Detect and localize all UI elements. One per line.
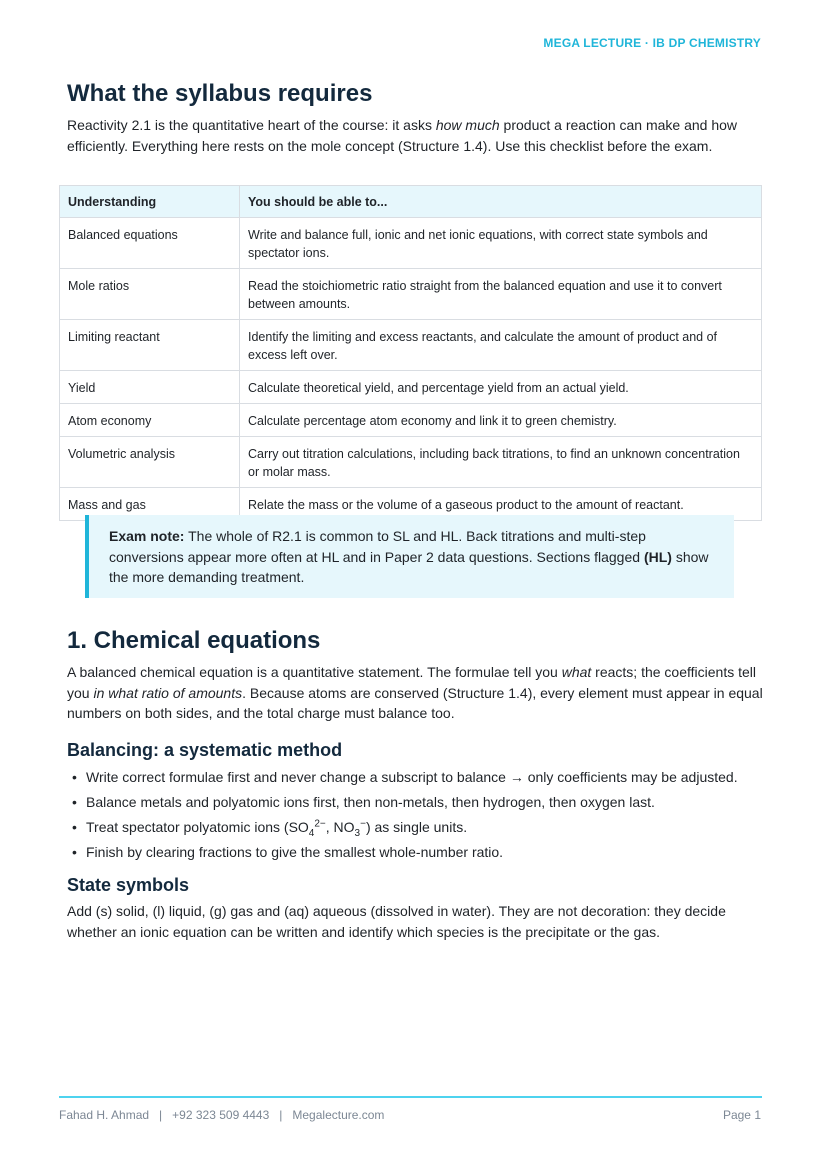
table-cell-understanding: Mole ratios [60,269,240,320]
state-symbols-text: Add (s) solid, (l) liquid, (g) gas and (aq) aqueous (dissolved in water). They are not decoration: they decide whether an ionic equation can be written and identify which species is the precipitate or the gas. [67,903,726,940]
table-header-row [60,186,762,218]
table-row [60,269,762,320]
syllabus-table [59,185,762,521]
table-cell-understanding: Yield [60,371,240,404]
exam-note-text: The whole of R2.1 is common to SL and HL. Back titrations and multi-step conversions appear more often at HL and in Paper 2 data questions. Sections flagged [109,528,646,565]
footer-contact: Fahad H. Ahmad | +92 323 509 4443 | Megalecture.com [59,1108,385,1122]
list-item: • Balance metals and polyatomic ions first, then non-metals, then hydrogen, then oxygen last. [67,792,763,813]
table-cell-skill: Write and balance full, ionic and net ionic equations, with correct state symbols and spectator ions. [240,218,762,269]
table-row [60,437,762,488]
section-title-chemical-equations: 1. Chemical equations [67,627,321,654]
table-header-able-to: You should be able to... [240,186,762,218]
table-header-understanding: Understanding [60,186,240,218]
table-cell-understanding: Atom economy [60,404,240,437]
balancing-list [67,767,763,863]
syllabus-title: What the syllabus requires [67,80,373,107]
table-cell-skill: Identify the limiting and excess reactants, and calculate the amount of product and of excess left over. [240,320,762,371]
table-cell-understanding: Volumetric analysis [60,437,240,488]
section-intro: A balanced chemical equation is a quantitative statement. The formulae tell you what reacts; the coefficients tell you in what ratio of amounts. Because atoms are conserved (Structure 1.4), every element must appear in equal numbers on both sides, and the total charge must balance too. [67,664,763,721]
list-item: • Treat spectator polyatomic ions ($SO_4^{2-}$, $NO_3^-$) as single units. [67,817,763,838]
state-symbols-heading: State symbols [67,875,190,895]
exam-note-callout [85,515,734,598]
chemical-equations-section [67,627,763,942]
table-row [60,404,762,437]
exam-note-text-end: show the more demanding treatment. [109,548,709,585]
header-brand: MEGA LECTURE · IB DP CHEMISTRY [543,36,761,50]
table-cell-understanding: Limiting reactant [60,320,240,371]
hl-flag: (HL) [643,548,672,565]
table-row [60,218,762,269]
table-cell-skill: Read the stoichiometric ratio straight from the balanced equation and use it to convert between amounts. [240,269,762,320]
list-item: • Write correct formulae first and never change a subscript to balance → only coefficients may be adjusted. [67,767,763,788]
exam-note-label: Exam note: [109,528,185,544]
footer-divider [59,1096,762,1098]
syllabus-intro: Reactivity 2.1 is the quantitative heart of the course: it asks how much product a reaction can make and how efficiently. Everything here rests on the mole concept (Structure 1.4). Use this checklist before the exam. [67,117,738,154]
list-item: • Finish by clearing fractions to give the smallest whole-number ratio. [67,842,763,863]
table-cell-skill: Relate the mass or the volume of a gaseous product to the amount of reactant. [240,488,762,521]
table-cell-skill: Calculate percentage atom economy and link it to green chemistry. [240,404,762,437]
balancing-heading: Balancing: a systematic method [67,739,343,760]
page-number: Page 1 [722,1108,761,1122]
table-cell-understanding: Mass and gas [60,488,240,521]
table-row [60,371,762,404]
syllabus-section [67,78,763,156]
table-cell-understanding: Balanced equations [60,218,240,269]
table-cell-skill: Carry out titration calculations, including back titrations, to find an unknown concentration or molar mass. [240,437,762,488]
table-row [60,320,762,371]
table-cell-skill: Calculate theoretical yield, and percentage yield from an actual yield. [240,371,762,404]
